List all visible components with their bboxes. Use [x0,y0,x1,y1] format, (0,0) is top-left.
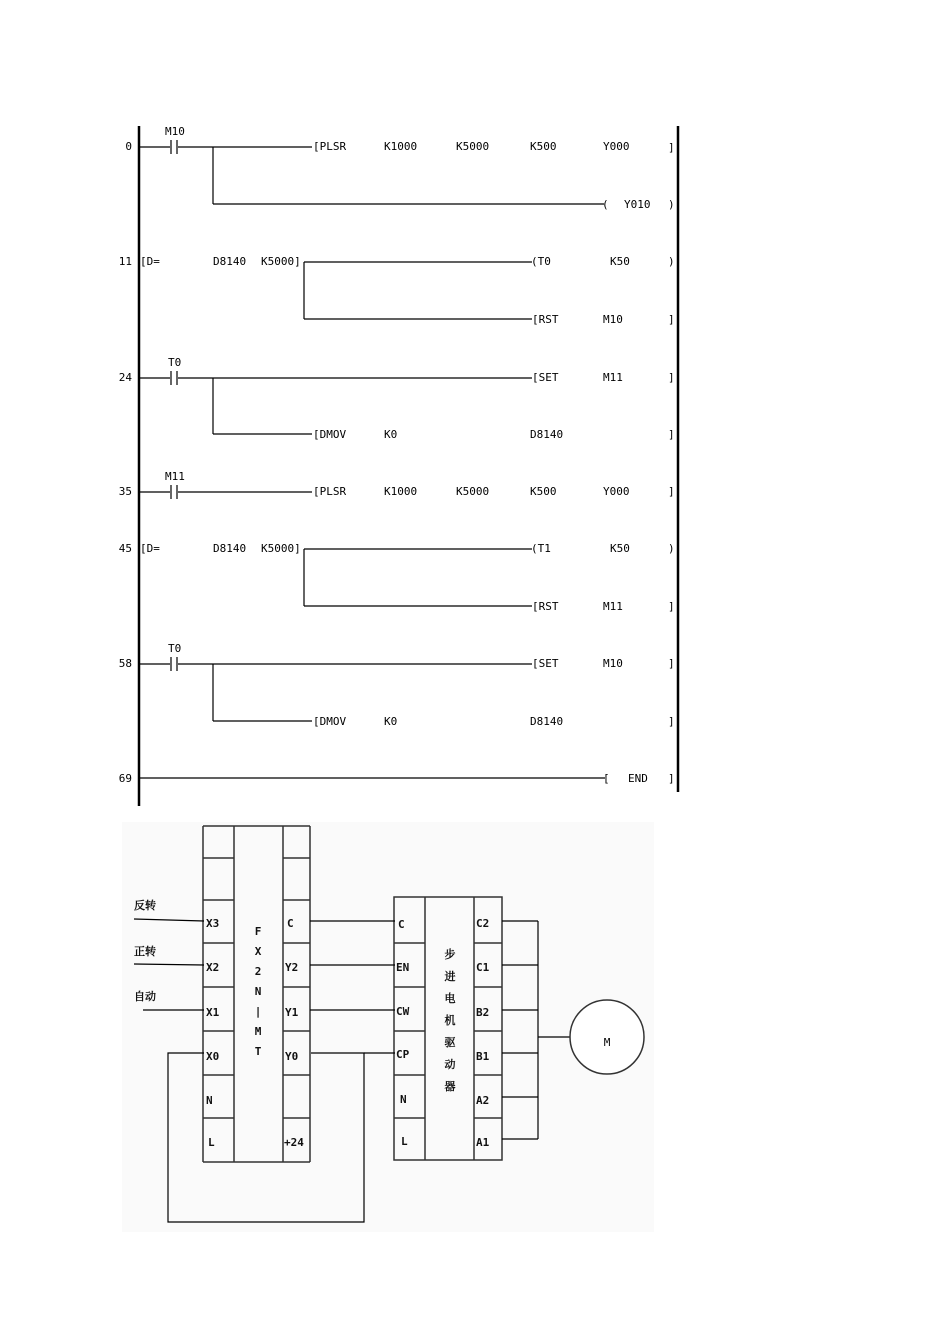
motor [570,1000,644,1074]
contact-label: M10 [165,125,185,138]
operand: K0 [384,715,398,728]
coil-close: ) [668,198,675,211]
step-number: 24 [118,371,132,384]
instruction: [PLSR [313,485,347,498]
bracket-close: ] [668,428,675,441]
instruction: [RST [532,600,559,613]
operand: D8140 [530,428,564,441]
operand: K500 [530,140,557,153]
input-label-reverse: 反转 [134,899,156,912]
coil-label: Y010 [624,198,651,211]
step-number: 35 [118,485,132,498]
operand: K1000 [384,140,418,153]
driver-terminal-l: L [401,1135,408,1148]
operand: K1000 [384,485,418,498]
operand: D8140 [530,715,564,728]
driver-terminal-cw: CW [396,1005,410,1018]
input-label-auto: 自动 [134,990,156,1003]
operand: K5000 [456,140,490,153]
driver-terminal-c2: C2 [476,917,490,930]
plc-terminal-x3: X3 [206,917,220,930]
operand: M10 [603,657,623,670]
driver-terminal-en: EN [396,961,410,974]
coil-close: ) [668,255,675,268]
instruction: [DMOV [313,715,347,728]
driver-terminal-a1: A1 [476,1136,490,1149]
end-instruction: END [628,772,648,785]
plc-terminal-n: N [206,1094,213,1107]
operand: M11 [603,371,623,384]
operand: K5000] [261,255,301,268]
driver-terminal-n: N [400,1093,407,1106]
motor-label: M [603,1036,611,1049]
driver-terminal-b1: B1 [476,1050,490,1063]
bracket-close: ] [668,715,675,728]
plc-terminal-y2: Y2 [285,961,299,974]
instruction: [DMOV [313,428,347,441]
plc-model-label: F X 2 N | M T [254,925,262,1058]
plc-terminal-x1: X1 [206,1006,220,1019]
instruction: (T0 [531,255,551,268]
plc-terminal-24v: +24 [284,1136,304,1149]
driver-terminal-cp: CP [396,1048,410,1061]
operand: M10 [603,313,623,326]
step-number: 0 [125,140,132,153]
instruction: [SET [532,657,559,670]
operand: D8140 [213,255,247,268]
step-number: 58 [118,657,132,670]
instruction: [PLSR [313,140,347,153]
driver-terminal-c1: C1 [476,961,490,974]
driver-terminal-a2: A2 [476,1094,490,1107]
operand: K0 [384,428,398,441]
instruction: (T1 [531,542,551,555]
step-number: 45 [118,542,132,555]
contact-label: T0 [168,642,182,655]
bracket-close: ] [668,772,675,785]
plc-terminal-y0: Y0 [285,1050,299,1063]
contact-label: M11 [165,470,185,483]
plc-terminal-y1: Y1 [285,1006,299,1019]
operand: Y000 [603,140,630,153]
compare-instruction: [D= [140,255,160,268]
bracket-close: ] [668,485,675,498]
plc-terminal-x2: X2 [206,961,220,974]
bracket-close: ] [668,371,675,384]
input-label-forward: 正转 [134,945,156,958]
coil-open: ( [602,198,609,211]
operand: K500 [530,485,557,498]
plc-terminal-x0: X0 [206,1050,220,1063]
instruction: [SET [532,371,559,384]
plc-terminal-l: L [208,1136,215,1149]
compare-instruction: [D= [140,542,160,555]
bracket-open: [ [603,772,610,785]
operand: K5000] [261,542,301,555]
step-number: 69 [118,772,132,785]
bracket-close: ] [668,600,675,613]
operand: Y000 [603,485,630,498]
driver-terminal-c: C [398,918,405,931]
bracket-close: ] [668,657,675,670]
contact-label: T0 [168,356,182,369]
driver-terminal-b2: B2 [476,1006,490,1019]
instruction: [RST [532,313,559,326]
coil-close: ) [668,542,675,555]
operand: M11 [603,600,623,613]
bracket-close: ] [668,313,675,326]
operand: K50 [610,255,630,268]
operand: K50 [610,542,630,555]
plc-terminal-c: C [287,917,294,930]
bracket-close: ] [668,141,675,154]
operand: D8140 [213,542,247,555]
step-number: 11 [118,255,132,268]
operand: K5000 [456,485,490,498]
driver-name-label: 步进电机驱动器 [444,948,456,1093]
